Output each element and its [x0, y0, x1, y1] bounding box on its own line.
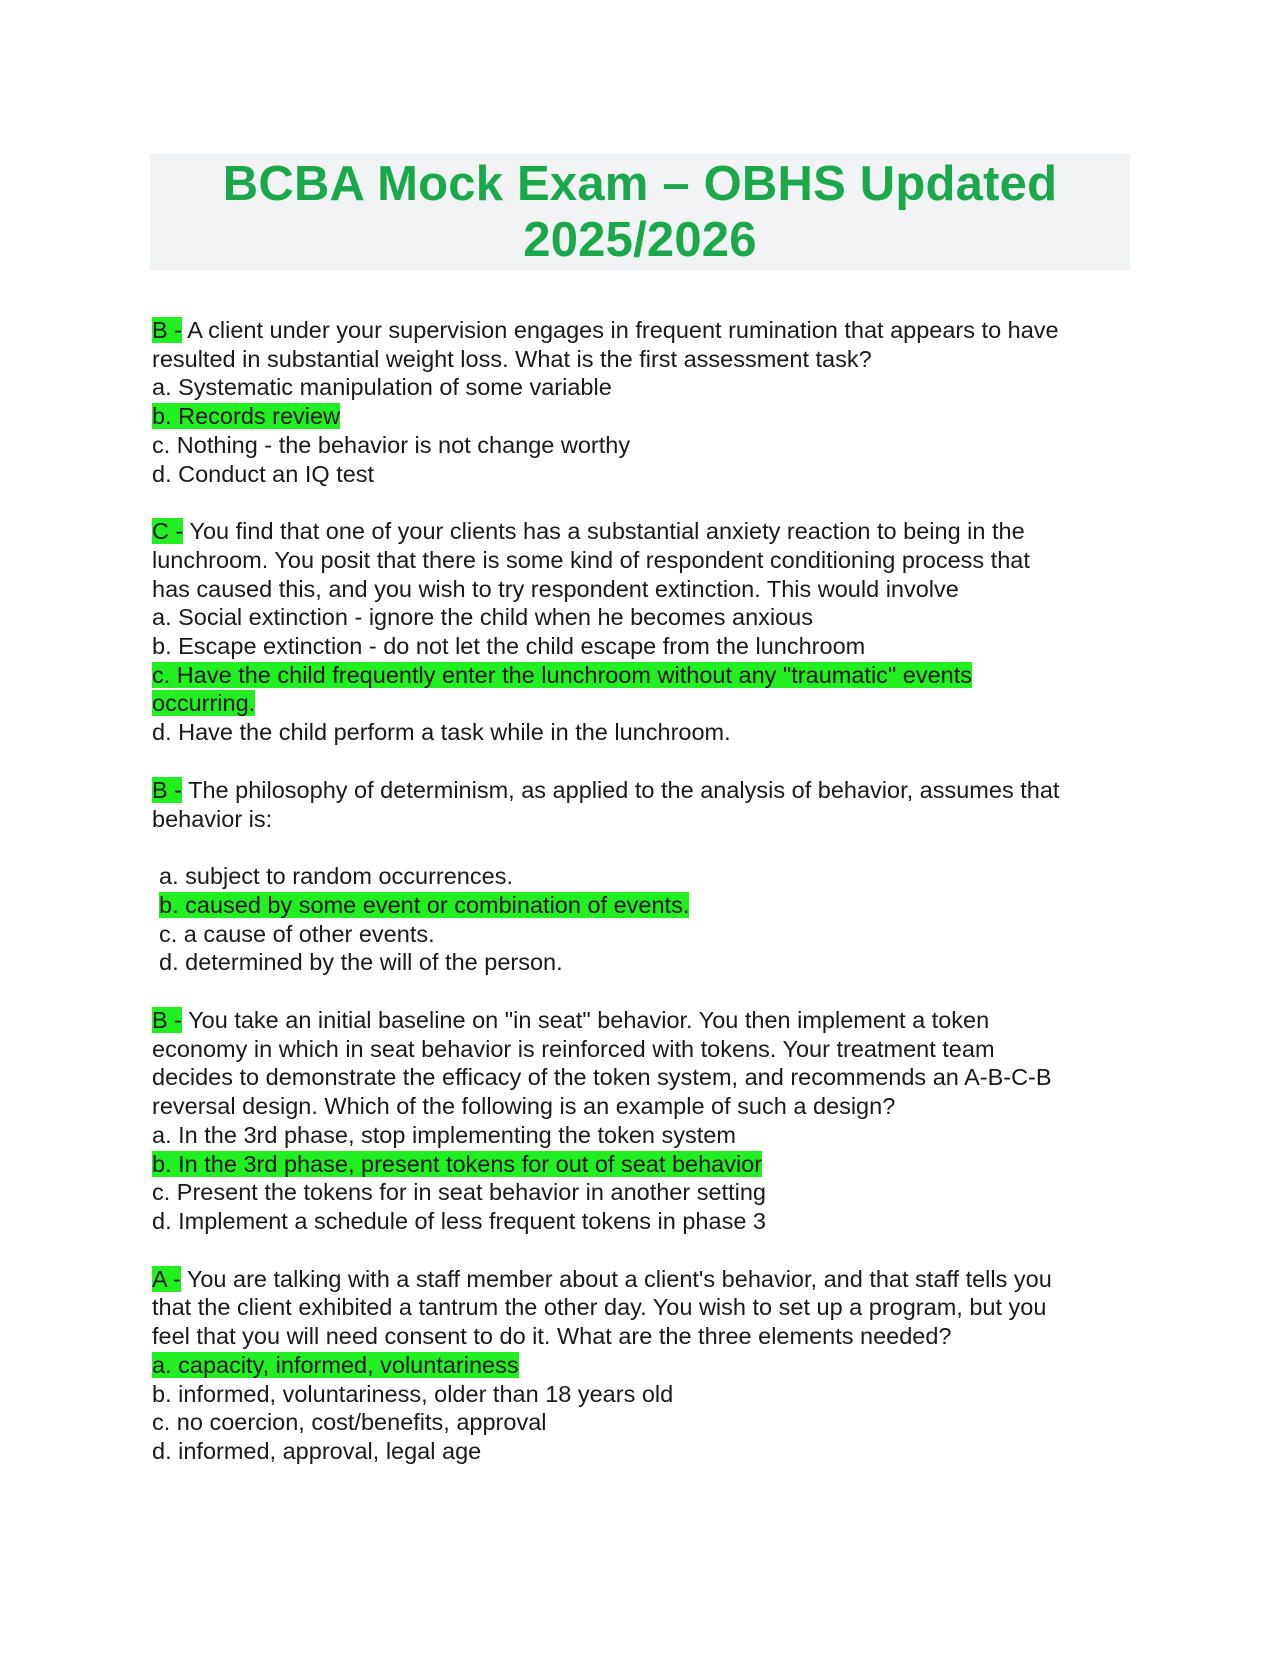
question-list [152, 316, 1132, 1495]
answer-key: B - [152, 317, 183, 343]
question-stem-line: lunchroom. You posit that there is some kind of respondent conditioning process that [152, 546, 1030, 573]
option-c: c. Nothing - the behavior is not change worthy [152, 431, 631, 458]
question-stem-line: reversal design. Which of the following is an example of such a design? [152, 1093, 896, 1120]
question-stem-line: has caused this, and you wish to try respondent extinction. This would involve [152, 575, 959, 602]
answer-key: B - [152, 776, 183, 803]
option-b-correct: b. Records review [152, 403, 341, 430]
option-a: a. subject to random occurrences. [159, 863, 513, 890]
question-5 [152, 1265, 1132, 1466]
question-4 [152, 1006, 1132, 1236]
title-banner [150, 154, 1130, 270]
option-c-correct-continued: occurring. [152, 690, 256, 717]
option-b-correct: b. caused by some event or combination of events. [159, 891, 690, 918]
question-stem-line: C - You find that one of your clients has a substantial anxiety reaction to being in the [152, 518, 1025, 545]
option-c: c. a cause of other events. [159, 920, 435, 947]
spacer [152, 833, 1132, 862]
question-3 [152, 776, 1132, 977]
option-c: c. no coercion, cost/benefits, approval [152, 1409, 547, 1436]
question-stem-line: A - You are talking with a staff member about a client's behavior, and that staff tells you [152, 1265, 1052, 1292]
option-b-correct: b. In the 3rd phase, present tokens for out of seat behavior [152, 1150, 763, 1177]
option-d: d. Have the child perform a task while in the lunchroom. [152, 719, 731, 746]
page-title: BCBA Mock Exam – OBHS Updated 2025/2026 [222, 157, 1058, 267]
option-d: d. Conduct an IQ test [152, 460, 375, 487]
question-stem-line: B - A client under your supervision engages in frequent rumination that appears to have [152, 317, 1059, 343]
answer-key: C - [152, 518, 184, 545]
question-stem-line: behavior is: [152, 805, 273, 832]
option-a-correct: a. capacity, informed, voluntariness [152, 1351, 519, 1378]
question-stem-line: resulted in substantial weight loss. What is the first assessment task? [152, 345, 872, 372]
option-c-correct: c. Have the child frequently enter the lunchroom without any "traumatic" events [152, 661, 973, 688]
answer-key: A - [152, 1265, 181, 1292]
question-stem-line: feel that you will need consent to do it. What are the three elements needed? [152, 1323, 952, 1350]
question-stem-line: that the client exhibited a tantrum the other day. You wish to set up a program, but you [152, 1294, 1047, 1321]
question-1 [152, 316, 1132, 488]
option-d: d. determined by the will of the person. [159, 949, 563, 976]
option-b: b. Escape extinction - do not let the child escape from the lunchroom [152, 633, 866, 660]
question-2 [152, 517, 1132, 747]
option-a: a. Systematic manipulation of some variable [152, 374, 612, 401]
answer-key: B - [152, 1007, 183, 1034]
question-stem-line: B - The philosophy of determinism, as applied to the analysis of behavior, assumes that [152, 776, 1060, 803]
option-a: a. In the 3rd phase, stop implementing the token system [152, 1121, 736, 1148]
question-stem-line: B - You take an initial baseline on "in seat" behavior. You then implement a token [152, 1007, 990, 1034]
question-stem-line: economy in which in seat behavior is reinforced with tokens. Your treatment team [152, 1035, 995, 1062]
option-c: c. Present the tokens for in seat behavior in another setting [152, 1179, 766, 1206]
option-d: d. Implement a schedule of less frequent tokens in phase 3 [152, 1207, 766, 1234]
option-b: b. informed, voluntariness, older than 18 years old [152, 1380, 674, 1407]
option-d: d. informed, approval, legal age [152, 1437, 482, 1464]
option-a: a. Social extinction - ignore the child when he becomes anxious [152, 604, 813, 631]
question-stem-line: decides to demonstrate the efficacy of the token system, and recommends an A-B-C-B [152, 1064, 1052, 1091]
